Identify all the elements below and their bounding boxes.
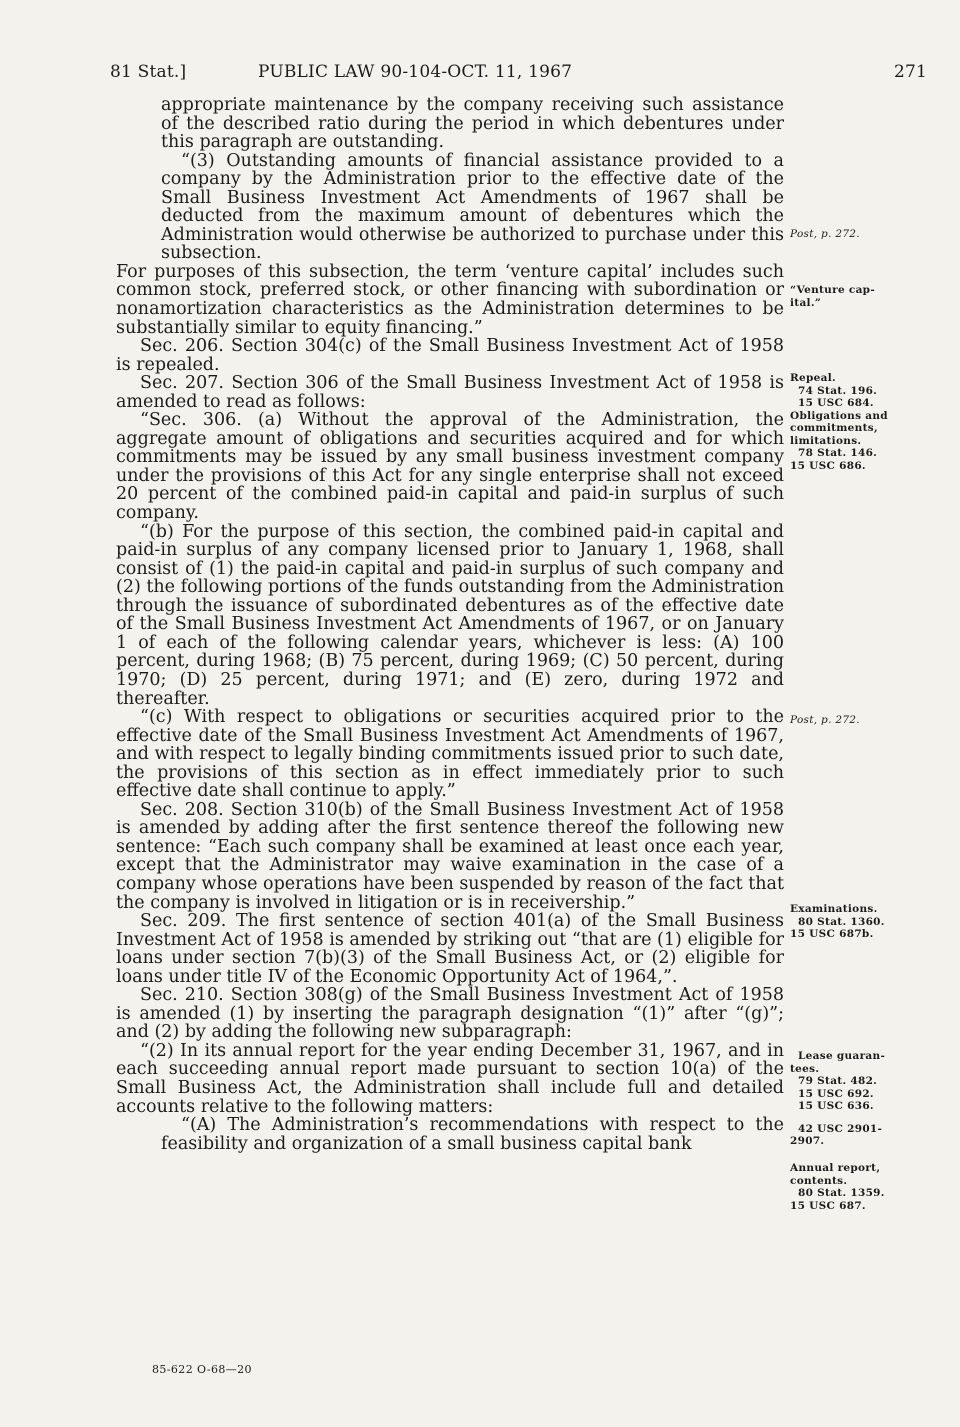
margin-note-repeal: Repeal. 74 Stat. 196. 15 USC 684. Obligations and commitments, limitations. 78 Stat. 146. 15 USC 686. bbox=[790, 372, 888, 472]
margin-note-lease-guarantees: Lease guaran- tees. 79 Stat. 482. 15 USC 692. 15 USC 636. 42 USC 2901- 2907. bbox=[790, 1050, 886, 1147]
page-title: PUBLIC LAW 90-104-OCT. 11, 1967 bbox=[258, 62, 573, 82]
statute-body bbox=[116, 96, 784, 1153]
margin-note-annual-report: Annual report, contents. 80 Stat. 1359. 15 USC 687. bbox=[790, 1162, 885, 1212]
margin-note-examinations: Examinations. 80 Stat. 1360. 15 USC 687b. bbox=[790, 903, 885, 940]
paragraph-continuation: appropriate maintenance by the company receiving such assistance of the described ratio during the period in which debentures under this paragraph are outstanding. bbox=[161, 95, 784, 153]
section-210-paragraph-2: “(2) In its annual report for the year ending December 31, 1967, and in each succeeding annual report made pursuant to section 10(a) of the Small Business Act, the Administration shall include full and detailed accounts relative to the following matters: bbox=[116, 1040, 784, 1117]
page-header bbox=[0, 50, 960, 90]
section-209: Sec. 209. The first sentence of section 401(a) of the Small Business Investment Act of 1958 is amended by striking out “that are (1) eligible for loans under section 7(b)(3) of the Small Business Act, or (2) eligible for loans under title IV of the Economic Opportunity Act of 1964,”. bbox=[116, 911, 784, 987]
section-306-c: “(c) With respect to obligations or securities acquired prior to the effective date of the Small Business Investment Act Amendments of 1967, and with respect to legally binding commitments issued prior to such date, the provisions of this section as in effect immediately prior to such effective date shall continue to apply.” bbox=[116, 707, 784, 802]
margin-note-post-272: Post, p. 272. bbox=[790, 228, 860, 240]
paragraph-venture-capital-definition: For purposes of this subsection, the term ‘venture capital’ includes such common stock, preferred stock, or other financing with subordination or nonamortization characteristics as the Administration determines to be substantially similar to equity financing.” bbox=[116, 261, 784, 338]
paragraph-3: “(3) Outstanding amounts of financial assistance provided to a company by the Administration prior to the effective date of the Small Business Investment Act Amendments of 1967 shall be deducted from the maximum amount of debentures which the Administration would otherwise be authorized to purchase under this subsection. bbox=[161, 150, 784, 264]
print-code-footer: 85-622 O-68—20 bbox=[152, 1363, 252, 1376]
stat-volume: 81 Stat.] bbox=[110, 62, 187, 82]
section-306-b: “(b) For the purpose of this section, the combined paid-in capital and paid-in surplus of any company licensed prior to January 1, 1968, shall consist of (1) the paid-in capital and paid-in surplus of such company and (2) the following portions of the funds outstanding from the Administration through the issuance of subordinated debentures as of the effective date of the Small Business Investment Act Amendments of 1967, or on January 1 of each of the following calendar years, whichever is less: (A) 100 percent, during 1968; (B) 75 percent, during 1969; (C) 50 percent, during 1970; (D) 25 percent, during 1971; and (E) zero, during 1972 and thereafter. bbox=[116, 521, 784, 709]
section-210: Sec. 210. Section 308(g) of the Small Business Investment Act of 1958 is amended (1) by inserting the paragraph designation “(1)” after “(g)”; and (2) by adding the following new subparagraph: bbox=[116, 985, 784, 1043]
section-210-item-a: “(A) The Administration’s recommendations with respect to the feasibility and organization of a small business capital bank bbox=[161, 1115, 784, 1154]
section-306-a: “Sec. 306. (a) Without the approval of the Administration, the aggregate amount of obligations and securities acquired and for which commitments may be issued by any small business investment company under the provisions of this Act for any single enterprise shall not exceed 20 percent of the combined paid-in capital and paid-in surplus of such company. bbox=[116, 410, 784, 524]
margin-note-post-272-b: Post, p. 272. bbox=[790, 714, 860, 726]
page-number: 271 bbox=[894, 62, 928, 82]
section-206: Sec. 206. Section 304(c) of the Small Business Investment Act of 1958 is repealed. bbox=[116, 336, 784, 375]
margin-note-venture-capital: “Venture cap- ital.” bbox=[790, 284, 875, 309]
section-207: Sec. 207. Section 306 of the Small Business Investment Act of 1958 is amended to read as follows: bbox=[116, 373, 784, 412]
section-208: Sec. 208. Section 310(b) of the Small Business Investment Act of 1958 is amended by adding after the first sentence thereof the following new sentence: “Each such company shall be examined at least once each year, except that the Administrator may waive examination in the case of a company whose operations have been suspended by reason of the fact that the company is involved in litigation or is in receivership.” bbox=[116, 799, 784, 913]
